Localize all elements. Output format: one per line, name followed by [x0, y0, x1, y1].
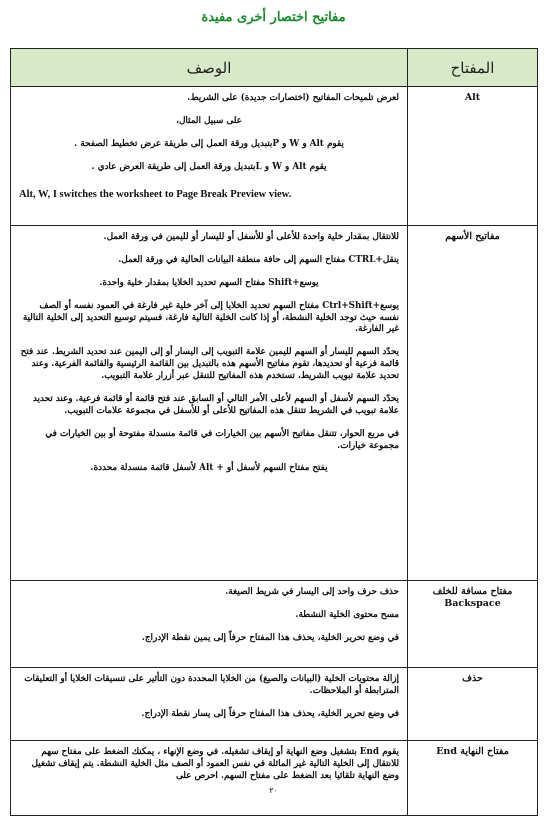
description-text: إزالة محتويات الخلية (البيانات والصيغ) من الخلايا المحددة دون التأثير على تنسيقات الخلايا أو التعليقات المترابطة أو الملاحظات. — [24, 674, 399, 696]
header-key: المفتاح — [408, 49, 538, 87]
page-title: مفاتيح اختصار أخرى مفيدة — [201, 10, 346, 25]
description-text: يحدّد السهم لليسار أو السهم لليمين علامة التبويب إلى اليسار أو إلى اليمين عند تحديد الشريط. عند فتح قائمة فرعية أو تحديدها، تقوم مفاتيح الأسهم هذه بالتبديل بين القائمة الرئيسية والقائمة الفرعية. وعند تحديد علامة تبويب الشريط، تستخدم هذه المفاتيح للتنقل عبر أزرار علامة التبويب. — [20, 347, 399, 381]
key-cell: حذف — [408, 668, 538, 741]
description-text: يقوم Alt و W و Lبتبديل ورقة العمل إلى طريقة العرض عادي . — [91, 161, 327, 172]
description-cell — [11, 226, 408, 581]
table-header-row — [11, 49, 538, 87]
description-text: في وضع تحرير الخلية، يحذف هذا المفتاح حرفاً إلى يمين نقطة الإدراج. — [141, 632, 399, 643]
header-description: الوصف — [11, 49, 408, 87]
description-text: للانتقال بمقدار خلية واحدة للأعلى أو للأسفل أو لليسار أو لليمين في ورقة العمل. — [103, 232, 399, 242]
description-text: في وضع تحرير الخلية، يحذف هذا المفتاح حرفاً إلى يسار نقطة الإدراج. — [141, 708, 399, 719]
description-text: على سبيل المثال، — [176, 115, 242, 126]
description-cell — [11, 581, 408, 668]
description-text: مسح محتوى الخلية النشطة. — [295, 609, 399, 620]
table-row — [11, 87, 538, 226]
key-cell: مفتاح النهاية End — [408, 741, 538, 816]
description-text: Alt, W, I switches the worksheet to Page Break Preview view. — [19, 188, 292, 200]
table-row — [11, 741, 538, 816]
description-text: يوسع+Ctrl+Shift مفتاح السهم تحديد الخلايا إلى آخر خلية غير فارغة في العمود نفسه أو الصف نفسه حيث توجد الخلية النشطة، أو إذا كانت الخلية التالية فارغة، فسيتم توسيع التحديد إلى الخلية التالية غير الفارغة. — [22, 300, 399, 335]
shortcut-table — [10, 48, 538, 816]
description-text: يفتح مفتاح السهم لأسفل أو + Alt لأسفل قائمة منسدلة محددة. — [90, 463, 328, 474]
key-cell: مفتاح مسافة للخلف Backspace — [408, 581, 538, 668]
description-cell — [11, 741, 408, 816]
table-row — [11, 581, 538, 668]
description-text: يقوم End بتشغيل وضع النهاية أو إيقاف تشغيله. في وضع الإنهاء ، يمكنك الضغط على مفتاح سهم للانتقال إلى الخلية التالية غير المائلة في نفس العمود أو الصف مثل الخلية النشطة. يتم إيقاف تشغيل وضع النهاية تلقائيا بعد الضغط على مفتاح السهم. احرص على — [31, 747, 399, 781]
table-row — [11, 668, 538, 741]
table-row — [11, 226, 538, 581]
description-cell — [11, 87, 408, 226]
key-cell: مفاتيح الأسهم — [408, 226, 538, 581]
description-text: يحدّد السهم لأسفل أو السهم لأعلى الأمر التالي أو السابق عند فتح قائمة أو قائمة فرعية. وعند تحديد علامة تبويب في الشريط تتنقل هذه المفاتيح للأعلى أو للأسفل في مجموعة علامات التبويب. — [32, 393, 399, 416]
key-cell: Alt — [408, 87, 538, 226]
description-text: يقوم Alt و W و Pبتبديل ورقة العمل إلى طريقة عرض تخطيط الصفحة . — [74, 138, 344, 149]
page-number: ٢٠ — [269, 786, 278, 795]
description-cell — [11, 668, 408, 741]
description-text: لعرض تلميحات المفاتيح (اختصارات جديدة) على الشريط. — [187, 93, 399, 103]
description-text: يوسع+Shift مفتاح السهم تحديد الخلايا بمقدار خلية واحدة. — [99, 277, 319, 288]
description-text: ينقل+CTRL مفتاح السهم إلى حافة منطقة البيانات الحالية في ورقة العمل. — [118, 254, 399, 265]
description-text: حذف حرف واحد إلى اليسار في شريط الصيغة. — [225, 587, 399, 597]
description-text: في مربع الحوار، تتنقل مفاتيح الأسهم بين الخيارات في قائمة منسدلة مفتوحة أو بين الخيارات في مجموعة خيارات. — [45, 428, 399, 451]
